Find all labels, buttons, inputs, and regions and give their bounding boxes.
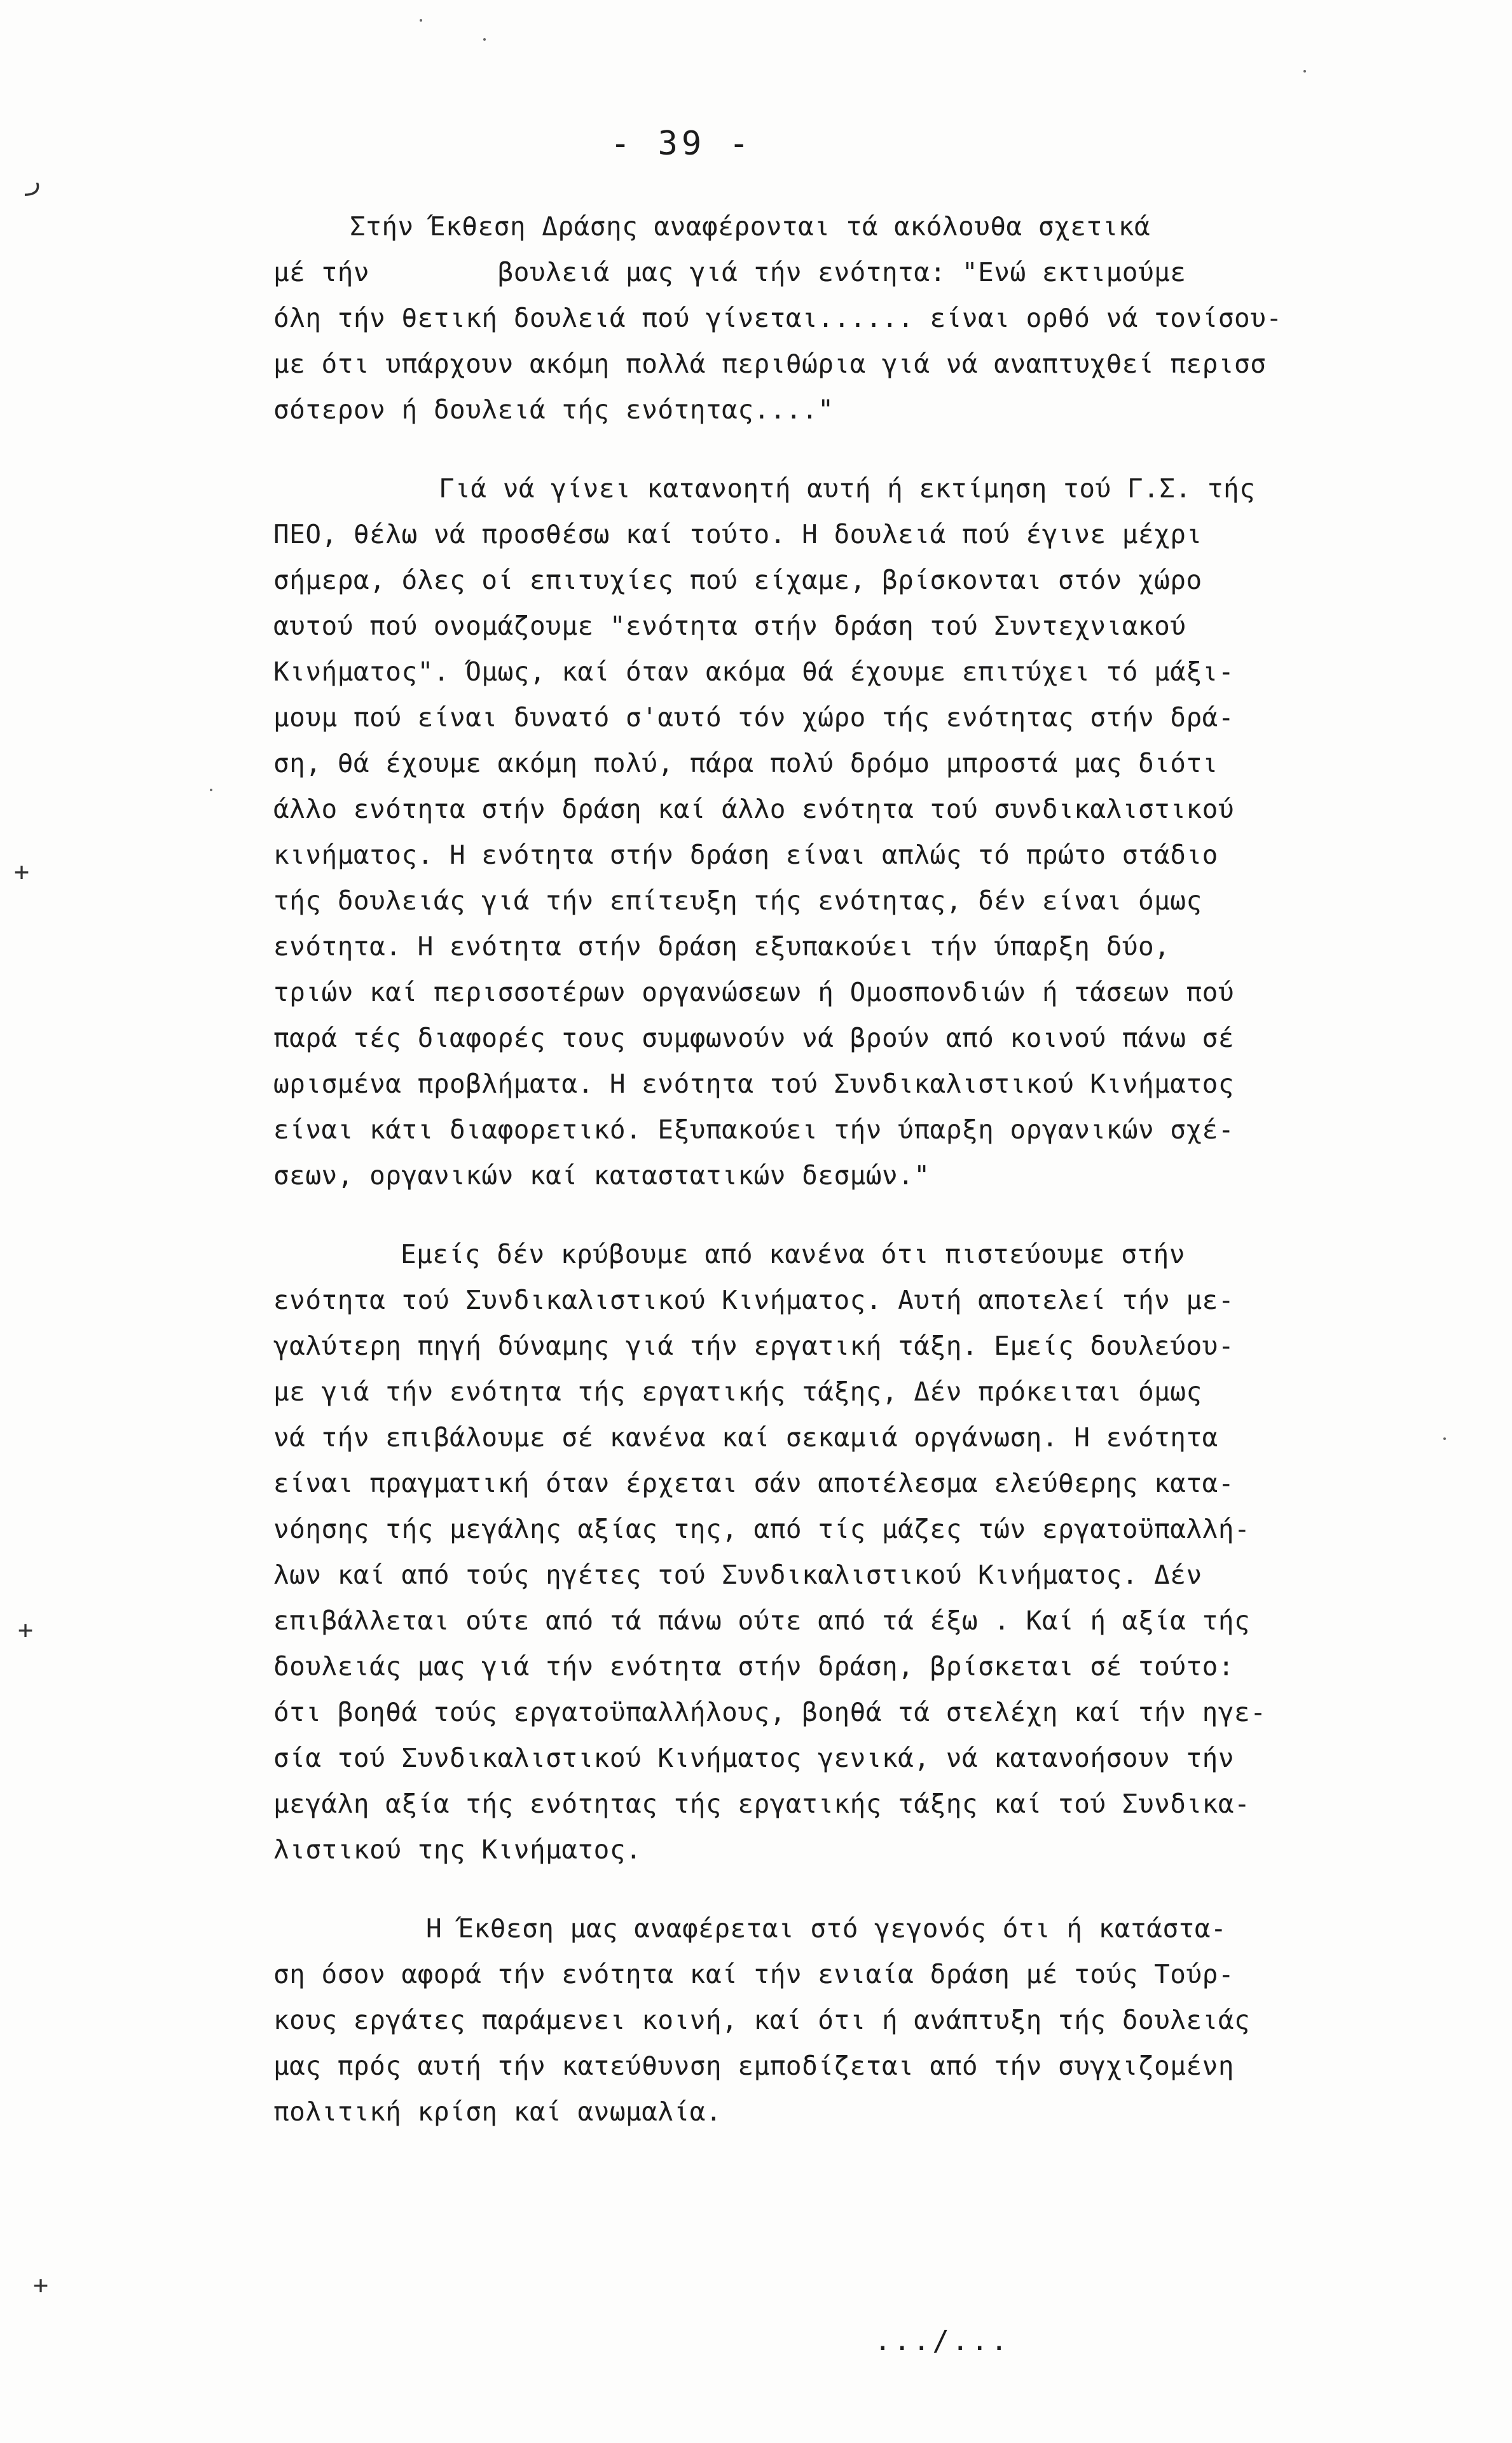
text-line: νόησης τής μεγάλης αξίας της, από τίς μάζες τών εργατοϋπαλλή-: [273, 1514, 1251, 1544]
text-line: ση όσον αφορά τήν ενότητα καί τήν ενιαία δράση μέ τούς Τούρ-: [273, 1959, 1235, 1990]
text-line: κινήματος. Η ενότητα στήν δράση είναι απλώς τό πρώτο στάδιο: [273, 840, 1218, 870]
text-line: σία τού Συνδικαλιστικού Κινήματος γενικά, νά κατανοήσουν τήν: [273, 1743, 1235, 1773]
paragraph-4: [273, 1906, 1354, 2135]
scan-speck: [420, 19, 422, 22]
scan-speck: [1303, 70, 1306, 73]
text-line: τής δουλειάς γιά τήν επίτευξη τής ενότητας, δέν είναι όμως: [273, 885, 1202, 916]
text-line: μέ τήν βουλειά μας γιά τήν ενότητα: "Ενώ εκτιμούμε: [273, 257, 1186, 287]
scan-speck: [1443, 1437, 1446, 1440]
text-line: ωρισμένα προβλήματα. Η ενότητα τού Συνδικαλιστικού Κινήματος: [273, 1069, 1235, 1099]
text-line: σεων, οργανικών καί καταστατικών δεσμών.": [273, 1160, 930, 1191]
text-line: είναι πραγματική όταν έρχεται σάν αποτέλεσμα ελεύθερης κατα-: [273, 1468, 1235, 1498]
page-number: - 39 -: [610, 125, 753, 163]
text-line: ότι βοηθά τούς εργατοϋπαλλήλους, βοηθά τά στελέχη καί τήν ηγε-: [273, 1697, 1267, 1727]
margin-mark-bottom: +: [33, 2271, 49, 2300]
text-line: άλλο ενότητα στήν δράση καί άλλο ενότητα τού συνδικαλιστικού: [273, 794, 1235, 824]
text-line: λων καί από τούς ηγέτες τού Συνδικαλιστικού Κινήματος. Δέν: [273, 1560, 1202, 1590]
text-line: Η Έκθεση μας αναφέρεται στό γεγονός ότι ή κατάστα-: [426, 1913, 1227, 1944]
text-line: επιβάλλεται ούτε από τά πάνω ούτε από τά έξω . Καί ή αξία τής: [273, 1605, 1251, 1636]
continuation-mark: .../...: [874, 2325, 1010, 2357]
text-line: ενότητα. Η ενότητα στήν δράση εξυπακούει τήν ύπαρξη δύο,: [273, 931, 1171, 962]
paragraph-1: [273, 204, 1354, 433]
text-line: Κινήματος". Όμως, καί όταν ακόμα θά έχουμε επιτύχει τό μάξι-: [273, 656, 1235, 687]
text-line: σότερον ή δουλειά τής ενότητας....": [273, 394, 834, 425]
text-line: σήμερα, όλες οί επιτυχίες πού είχαμε, βρίσκονται στόν χώρο: [273, 565, 1202, 595]
text-line: μας πρός αυτή τήν κατεύθυνση εμποδίζεται από τήν συγχιζομένη: [273, 2051, 1235, 2081]
text-line: όλη τήν θετική δουλειά πού γίνεται...... είναι ορθό νά τονίσου-: [273, 303, 1282, 333]
text-line: πολιτική κρίση καί ανωμαλία.: [273, 2096, 722, 2127]
text-line: Στήν Έκθεση Δράσης αναφέρονται τά ακόλουθα σχετικά: [350, 211, 1151, 242]
text-line: δουλειάς μας γιά τήν ενότητα στήν δράση, βρίσκεται σέ τούτο:: [273, 1651, 1235, 1682]
text-line: τριών καί περισσοτέρων οργανώσεων ή Ομοσπονδιών ή τάσεων πού: [273, 977, 1235, 1007]
text-line: μουμ πού είναι δυνατό σ'αυτό τόν χώρο τής ενότητας στήν δρά-: [273, 702, 1235, 733]
text-line: με ότι υπάρχουν ακόμη πολλά περιθώρια γιά νά αναπτυχθεί περισσ: [273, 349, 1267, 379]
text-line: με γιά τήν ενότητα τής εργατικής τάξης, Δέν πρόκειται όμως: [273, 1376, 1202, 1407]
margin-mark-middle: +: [14, 857, 30, 887]
text-line: ΠΕΟ, θέλω νά προσθέσω καί τούτο. Η δουλειά πού έγινε μέχρι: [273, 519, 1202, 550]
margin-mark-top: ر: [25, 167, 41, 196]
body-text: [273, 204, 1354, 2135]
paragraph-3: [273, 1231, 1354, 1872]
text-line: κους εργάτες παράμενει κοινή, καί ότι ή ανάπτυξη τής δουλειάς: [273, 2005, 1251, 2035]
text-line: ση, θά έχουμε ακόμη πολύ, πάρα πολύ δρόμο μπροστά μας διότι: [273, 748, 1218, 779]
text-line: Γιά νά γίνει κατανοητή αυτή ή εκτίμηση τού Γ.Σ. τής: [439, 473, 1256, 504]
text-line: νά τήν επιβάλουμε σέ κανένα καί σεκαμιά οργάνωση. Η ενότητα: [273, 1422, 1218, 1453]
text-line: αυτού πού ονομάζουμε "ενότητα στήν δράση τού Συντεχνιακού: [273, 611, 1186, 641]
text-line: παρά τές διαφορές τους συμφωνούν νά βρούν από κοινού πάνω σέ: [273, 1023, 1235, 1053]
text-line: ενότητα τού Συνδικαλιστικού Κινήματος. Αυτή αποτελεί τήν με-: [273, 1285, 1235, 1315]
scan-speck: [210, 789, 212, 791]
text-line: λιστικού της Κινήματος.: [273, 1834, 642, 1865]
text-line: Εμείς δέν κρύβουμε από κανένα ότι πιστεύουμε στήν: [401, 1239, 1186, 1270]
scan-speck: [483, 38, 486, 41]
text-line: είναι κάτι διαφορετικό. Εξυπακούει τήν ύπαρξη οργανικών σχέ-: [273, 1114, 1235, 1145]
text-line: γαλύτερη πηγή δύναμης γιά τήν εργατική τάξη. Εμείς δουλεύου-: [273, 1331, 1235, 1361]
paragraph-2: [273, 466, 1354, 1198]
margin-mark-lower: +: [18, 1616, 34, 1645]
text-line: μεγάλη αξία τής ενότητας τής εργατικής τάξης καί τού Συνδικα-: [273, 1789, 1251, 1819]
